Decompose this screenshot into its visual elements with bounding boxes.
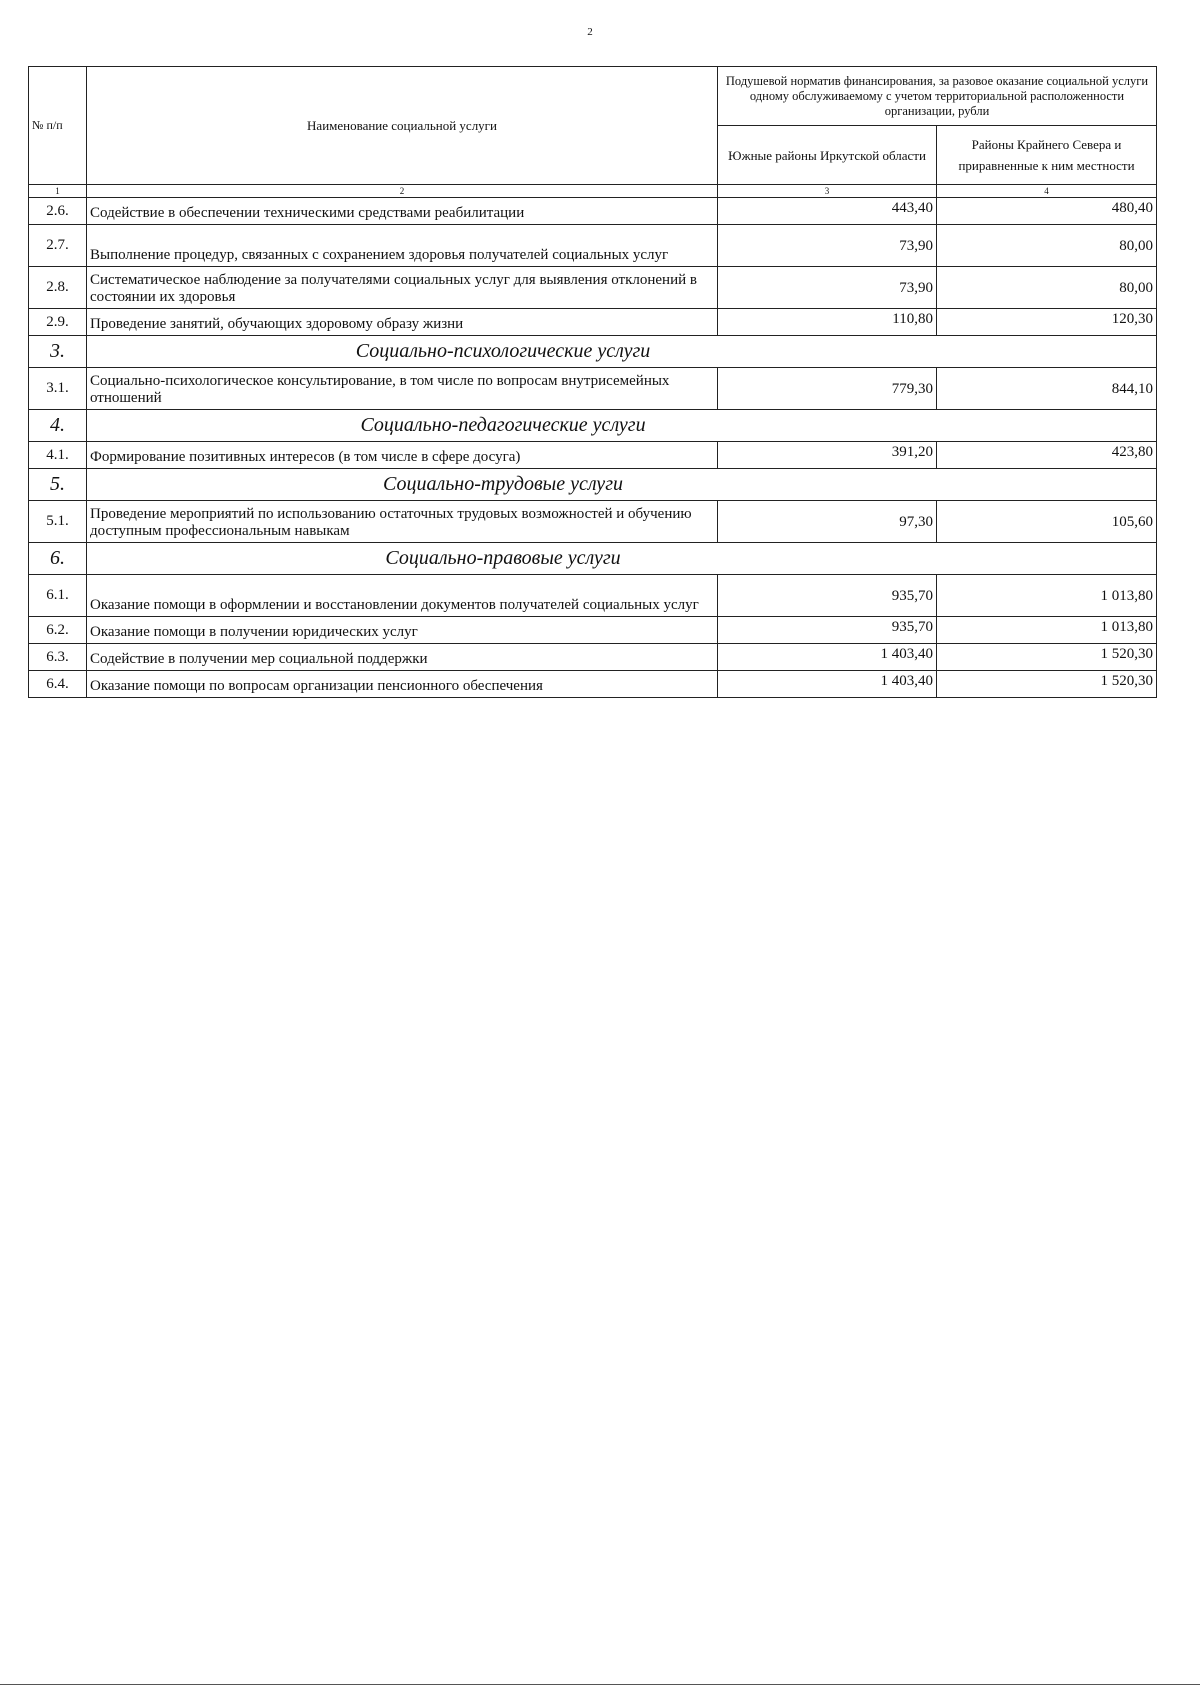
service-name: Проведение занятий, обучающих здоровому образу жизни [87,309,718,336]
norm-north-value: 1 013,80 [937,617,1157,644]
table-row [29,575,1157,617]
norm-north-value: 423,80 [937,442,1157,469]
service-number: 6.3. [29,644,87,671]
column-index: 1 [29,185,87,198]
header-north-regions: Районы Крайнего Севера и приравненные к ним местности [937,126,1157,185]
norm-north-value: 105,60 [937,501,1157,543]
norm-south-value: 935,70 [718,575,937,617]
section-number: 5. [29,469,87,501]
service-number: 2.6. [29,198,87,225]
table-row [29,309,1157,336]
service-number: 5.1. [29,501,87,543]
section-row [29,469,1157,501]
service-number: 2.8. [29,267,87,309]
norm-south-value: 1 403,40 [718,644,937,671]
norm-south-value: 779,30 [718,368,937,410]
service-number: 6.4. [29,671,87,698]
table-row [29,225,1157,267]
column-index: 4 [937,185,1157,198]
norm-north-value: 1 520,30 [937,671,1157,698]
section-title: Социально-трудовые услуги [87,469,1157,501]
scan-edge-line [0,1684,1200,1685]
norm-south-value: 110,80 [718,309,937,336]
section-number: 4. [29,410,87,442]
norm-south-value: 935,70 [718,617,937,644]
section-row [29,410,1157,442]
header-financing-norm: Подушевой норматив финансирования, за разовое оказание социальной услуги одному обслуживаемому с учетом территориальной расположенности организации, рубли [718,67,1157,126]
norm-north-value: 80,00 [937,267,1157,309]
norm-north-value: 844,10 [937,368,1157,410]
service-number: 2.9. [29,309,87,336]
service-name: Оказание помощи в получении юридических услуг [87,617,718,644]
norm-south-value: 73,90 [718,267,937,309]
section-number: 6. [29,543,87,575]
section-title: Социально-психологические услуги [87,336,1157,368]
service-number: 4.1. [29,442,87,469]
column-index: 2 [87,185,718,198]
service-name: Содействие в обеспечении техническими средствами реабилитации [87,198,718,225]
header-service-name: Наименование социальной услуги [87,67,718,185]
table-row [29,267,1157,309]
norm-north-value: 1 013,80 [937,575,1157,617]
service-name: Содействие в получении мер социальной поддержки [87,644,718,671]
section-title: Социально-педагогические услуги [87,410,1157,442]
header-number: № п/п [29,67,87,185]
services-table [28,66,1157,698]
table-row [29,442,1157,469]
service-name: Оказание помощи по вопросам организации пенсионного обеспечения [87,671,718,698]
service-name: Систематическое наблюдение за получателями социальных услуг для выявления отклонений в состоянии их здоровья [87,267,718,309]
norm-south-value: 391,20 [718,442,937,469]
column-index: 3 [718,185,937,198]
norm-south-value: 73,90 [718,225,937,267]
section-row [29,336,1157,368]
service-name: Оказание помощи в оформлении и восстановлении документов получателей социальных услуг [87,575,718,617]
norm-north-value: 120,30 [937,309,1157,336]
column-index-row [29,185,1157,198]
service-number: 3.1. [29,368,87,410]
norm-north-value: 480,40 [937,198,1157,225]
norm-south-value: 1 403,40 [718,671,937,698]
table-body [29,198,1157,698]
norm-south-value: 443,40 [718,198,937,225]
service-name: Формирование позитивных интересов (в том числе в сфере досуга) [87,442,718,469]
table-row [29,368,1157,410]
service-number: 2.7. [29,225,87,267]
header-south-regions: Южные районы Иркутской области [718,126,937,185]
section-title: Социально-правовые услуги [87,543,1157,575]
page-number: 2 [587,26,593,38]
table-row [29,644,1157,671]
service-name: Выполнение процедур, связанных с сохранением здоровья получателей социальных услуг [87,225,718,267]
service-number: 6.2. [29,617,87,644]
service-name: Социально-психологическое консультирование, в том числе по вопросам внутрисемейных отношений [87,368,718,410]
norm-north-value: 1 520,30 [937,644,1157,671]
norm-north-value: 80,00 [937,225,1157,267]
table-row [29,501,1157,543]
section-number: 3. [29,336,87,368]
table-row [29,671,1157,698]
table-row [29,198,1157,225]
section-row [29,543,1157,575]
service-name: Проведение мероприятий по использованию остаточных трудовых возможностей и обучению доступным профессиональным навыкам [87,501,718,543]
norm-south-value: 97,30 [718,501,937,543]
table-row [29,617,1157,644]
service-number: 6.1. [29,575,87,617]
